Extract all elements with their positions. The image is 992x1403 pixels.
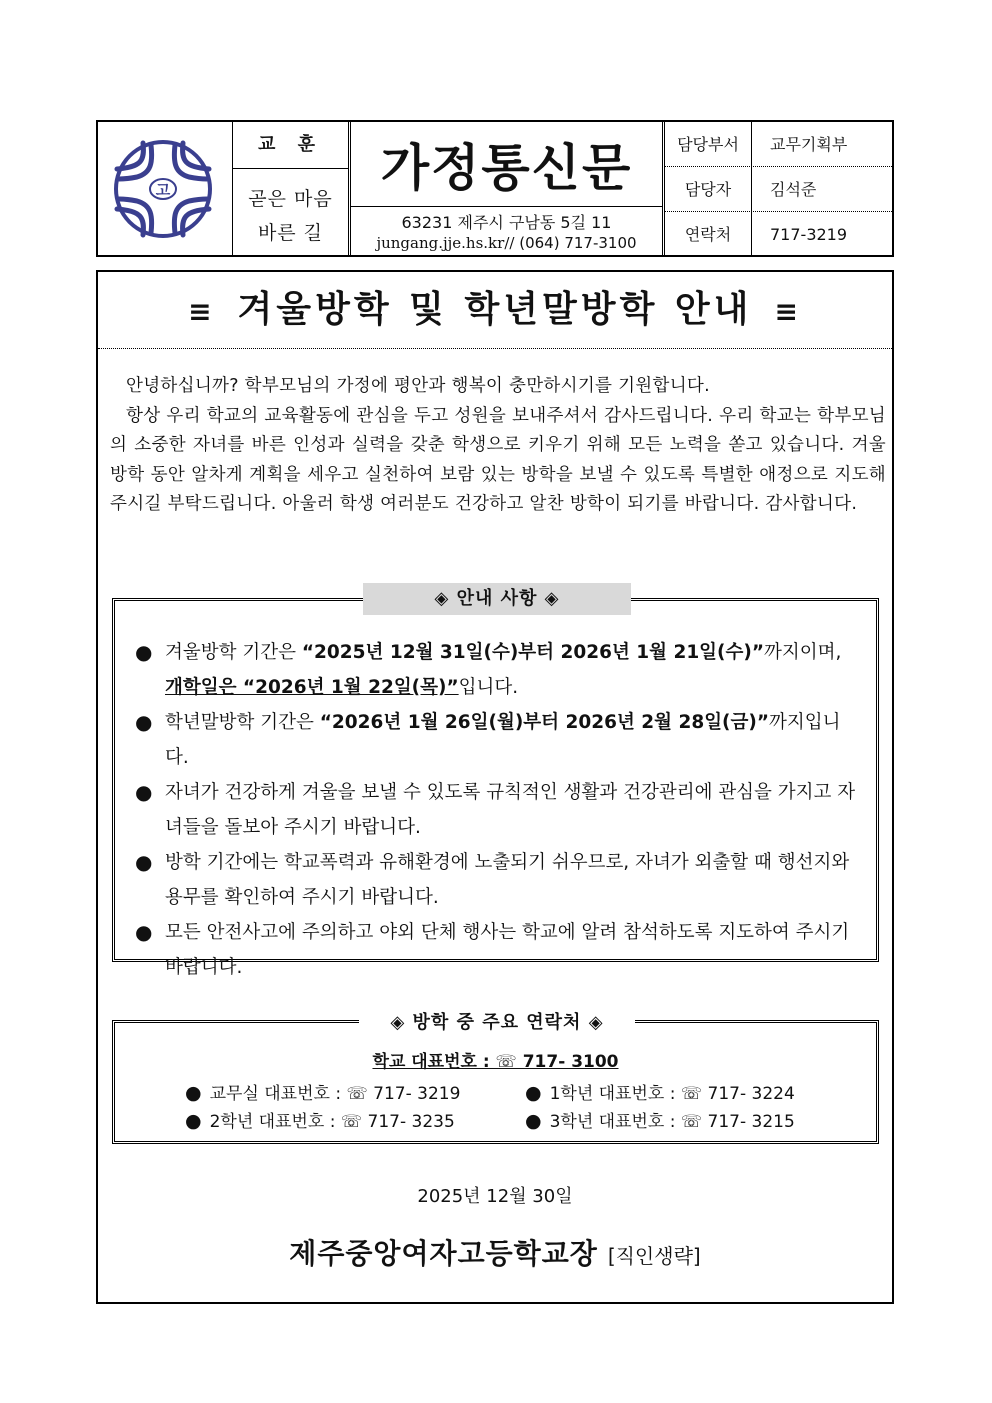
list-item xyxy=(135,635,860,705)
newsletter-body xyxy=(96,270,894,1304)
list-item xyxy=(135,845,860,915)
contacts-box xyxy=(112,1012,879,1144)
intro-paragraph: 항상 우리 학교의 교육활동에 관심을 두고 성원을 보내주셔서 감사드립니다. 우리 학교는 학부모님의 소중한 자녀를 바른 인성과 실력을 갖춘 학생으로 키우기 위해 모든 노력을 쏟고 있습니다. 겨울방학 동안 알차게 계획을 세우고 실천하여 보람 있는 방학을 보낼 수 있도록 특별한 애정으로 지도해 주시길 부탁드립니다. 아울러 학생 여러분도 건강하고 알찬 방학이 되기를 바랍니다. 감사합니다. xyxy=(110,405,886,514)
info-value: 김석준 xyxy=(770,180,817,199)
info-row-phone xyxy=(665,212,892,255)
contact-text: 1학년 대표번호 : ☏ 717- 3224 xyxy=(549,1084,795,1104)
school-representative-number: 학교 대표번호 : ☏ 717- 3100 xyxy=(372,1052,619,1072)
item-text: 까지이며, xyxy=(764,642,842,663)
reopening-date: 개학일은 “2026년 1월 22일(목)” xyxy=(165,677,459,698)
contacts-heading: ◈ 방학 중 주요 연락처 ◈ xyxy=(359,1007,635,1039)
list-item xyxy=(135,705,860,775)
item-text: 학년말방학 기간은 xyxy=(165,712,320,733)
motto-line: 곧은 마음 xyxy=(248,188,333,210)
intro-paragraph: 안녕하십니까? 학부모님의 가정에 평안과 행복이 충만하시기를 기원합니다. xyxy=(126,376,710,396)
contact-row xyxy=(185,1107,455,1132)
bullet-icon: ● xyxy=(525,1082,542,1104)
issue-date: 2025년 12월 30일 xyxy=(417,1186,573,1207)
item-text: 겨울방학 기간은 xyxy=(165,642,302,663)
notice-title-bar xyxy=(98,272,892,349)
newsletter-title: 가정통신문 xyxy=(380,139,633,197)
list-item xyxy=(135,775,860,845)
info-row-contact-person xyxy=(665,167,892,212)
principal-title: 제주중앙여자고등학교장 xyxy=(289,1237,598,1270)
contact-text: 교무실 대표번호 : ☏ 717- 3219 xyxy=(209,1084,461,1104)
homepage-url: jungang.jje.hs.kr// xyxy=(376,234,515,252)
item-text: 까지입니다. xyxy=(165,712,841,768)
contact-row xyxy=(525,1107,795,1132)
info-row-department xyxy=(665,122,892,167)
school-logo-cell xyxy=(98,122,232,255)
school-phone: (064) 717-3100 xyxy=(519,234,637,252)
bullet-icon: ● xyxy=(135,780,153,804)
notice-list xyxy=(135,635,860,985)
school-emblem-logo xyxy=(113,139,213,239)
item-text: 모든 안전사고에 주의하고 야외 단체 행사는 학교에 알려 참석하도록 지도하여 주시기 바랍니다. xyxy=(165,922,850,978)
department-info-cell xyxy=(662,122,892,255)
item-text: 입니다. xyxy=(458,677,519,698)
item-text: 방학 기간에는 학교폭력과 유해환경에 노출되기 쉬우므로, 자녀가 외출할 때 행선지와 용무를 확인하여 주시기 바랍니다. xyxy=(165,852,850,908)
bullet-icon: ● xyxy=(135,920,153,944)
info-key: 담당부서 xyxy=(665,122,752,166)
intro-text xyxy=(110,372,886,520)
notice-box xyxy=(112,588,879,978)
bullet-icon: ● xyxy=(185,1110,202,1132)
bullet-icon: ● xyxy=(525,1110,542,1132)
motto-line: 바른 길 xyxy=(257,222,324,244)
info-key: 연락처 xyxy=(665,212,752,255)
title-deco-icon: ≡ xyxy=(774,295,802,328)
contact-row xyxy=(185,1079,460,1104)
info-key: 담당자 xyxy=(665,167,752,211)
divider xyxy=(351,206,662,207)
item-text: 자녀가 건강하게 겨울을 보낼 수 있도록 규칙적인 생활과 건강관리에 관심을 가지고 자녀들을 돌보아 주시기 바랍니다. xyxy=(165,782,856,838)
motto-label: 교 훈 xyxy=(233,122,348,169)
item-dates: “2025년 12월 31일(수)부터 2026년 1월 21일(수)” xyxy=(301,642,764,663)
info-value: 717-3219 xyxy=(770,225,848,244)
newsletter-header xyxy=(96,120,894,257)
signature-line xyxy=(98,1232,892,1272)
bullet-icon: ● xyxy=(135,850,153,874)
logo-letter: 고 xyxy=(155,181,171,199)
school-contact-line xyxy=(351,234,662,252)
school-address: 63231 제주시 구남동 5길 11 xyxy=(401,213,612,232)
contact-row xyxy=(525,1079,795,1104)
newsletter-title-cell xyxy=(348,122,662,255)
contact-text: 2학년 대표번호 : ☏ 717- 3235 xyxy=(209,1112,455,1132)
school-motto-cell xyxy=(232,122,348,255)
info-value: 교무기획부 xyxy=(770,135,848,154)
notice-title: 겨울방학 및 학년말방학 안내 xyxy=(237,289,753,330)
item-dates: “2026년 1월 26일(월)부터 2026년 2월 28일(금)” xyxy=(319,712,769,733)
list-item xyxy=(135,915,860,985)
title-deco-icon: ≡ xyxy=(188,295,216,328)
bullet-icon: ● xyxy=(135,710,153,734)
bullet-icon: ● xyxy=(135,640,153,664)
bullet-icon: ● xyxy=(185,1082,202,1104)
contact-text: 3학년 대표번호 : ☏ 717- 3215 xyxy=(549,1112,795,1132)
notice-heading: ◈ 안내 사항 ◈ xyxy=(363,583,631,615)
seal-note: [직인생략] xyxy=(607,1244,701,1268)
